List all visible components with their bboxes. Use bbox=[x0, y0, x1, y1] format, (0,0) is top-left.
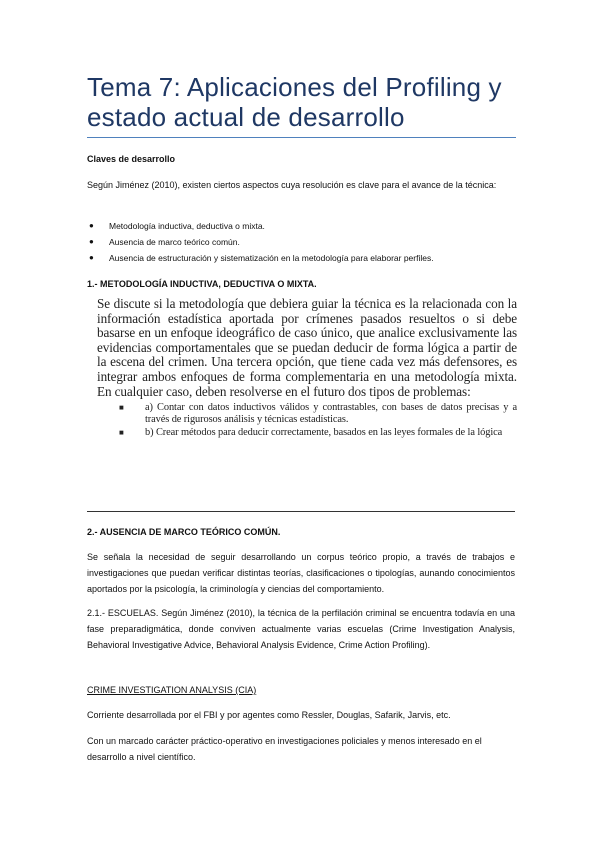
section2-paragraph: Se señala la necesidad de seguir desarrollando un corpus teórico propio, a través de trabajos e investigaciones que puedan verificar distintas teorías, clasificaciones o tipologías, aunando conocimientos aportados por la psicología, la criminología y ciencias del comportamiento. bbox=[87, 552, 515, 594]
bullet-icon: ● bbox=[89, 237, 94, 246]
excerpt-divider bbox=[87, 511, 515, 512]
cia-heading: CRIME INVESTIGATION ANALYSIS (CIA) bbox=[87, 685, 257, 695]
list-item: ■ a) Contar con datos inductivos válidos y contrastables, con bases de datos precisas y a través de rigurosos análisis y técnicas estadísticas. bbox=[119, 402, 517, 425]
list-item: ■ b) Crear métodos para deducir correctamente, basados en las leyes formales de la lógica bbox=[119, 427, 503, 439]
cia-paragraph-2: Con un marcado carácter práctico-operativo en investigaciones policiales y menos interesado en el desarrollo a nivel científico. bbox=[87, 736, 482, 762]
cia-paragraph-1: Corriente desarrollada por el FBI y por agentes como Ressler, Douglas, Safarik, Jarvis, etc. bbox=[87, 710, 451, 720]
square-bullet-icon: ■ bbox=[119, 428, 124, 438]
section2-heading: 2.- AUSENCIA DE MARCO TEÓRICO COMÚN. bbox=[87, 527, 281, 537]
scanned-paragraph: Se discute si la metodología que debiera guiar la técnica es la relacionada con la información estadística aportada por crímenes pasados resueltos o si debe basarse en un enfoque ideográfico de caso único, que analice exclusivamente las evidencias comportamentales que se puedan deducir de forma lógica a partir de la escena del crimen. Una tercera opción, que tiene cada vez más defensores, es integrar ambos enfoques de forma complementaria en una metodología mixta. En cualquier caso, deben resolverse en el futuro dos tipos de problemas: bbox=[97, 296, 517, 399]
claves-list bbox=[87, 218, 515, 266]
section21-paragraph: 2.1.- ESCUELAS. Según Jiménez (2010), la técnica de la perfilación criminal se encuentra todavía en una fase preparadigmática, donde conviven actualmente varias escuelas (Crime Investigation Analysis, Behavioral Investigative Advice, Behavioral Analysis Evidence, Crime Action Profiling). bbox=[87, 608, 515, 650]
page-title: Tema 7: Aplicaciones del Profiling y estado actual de desarrollo bbox=[87, 72, 502, 132]
square-bullet-icon: ■ bbox=[119, 403, 124, 413]
list-item: ● Ausencia de estructuración y sistematización en la metodología para elaborar perfiles. bbox=[87, 250, 515, 266]
bullet-icon: ● bbox=[89, 221, 94, 230]
scanned-problem-list bbox=[97, 402, 517, 439]
claves-heading: Claves de desarrollo bbox=[87, 154, 176, 164]
bullet-icon: ● bbox=[89, 253, 94, 262]
intro-paragraph: Según Jiménez (2010), existen ciertos aspectos cuya resolución es clave para el avance de la técnica: bbox=[87, 180, 497, 190]
title-divider bbox=[87, 137, 516, 138]
list-item: ● Ausencia de marco teórico común. bbox=[87, 234, 515, 250]
list-item: ● Metodología inductiva, deductiva o mixta. bbox=[87, 218, 515, 234]
section1-heading: 1.- METODOLOGÍA INDUCTIVA, DEDUCTIVA O MIXTA. bbox=[87, 279, 317, 289]
scanned-excerpt bbox=[97, 297, 517, 441]
